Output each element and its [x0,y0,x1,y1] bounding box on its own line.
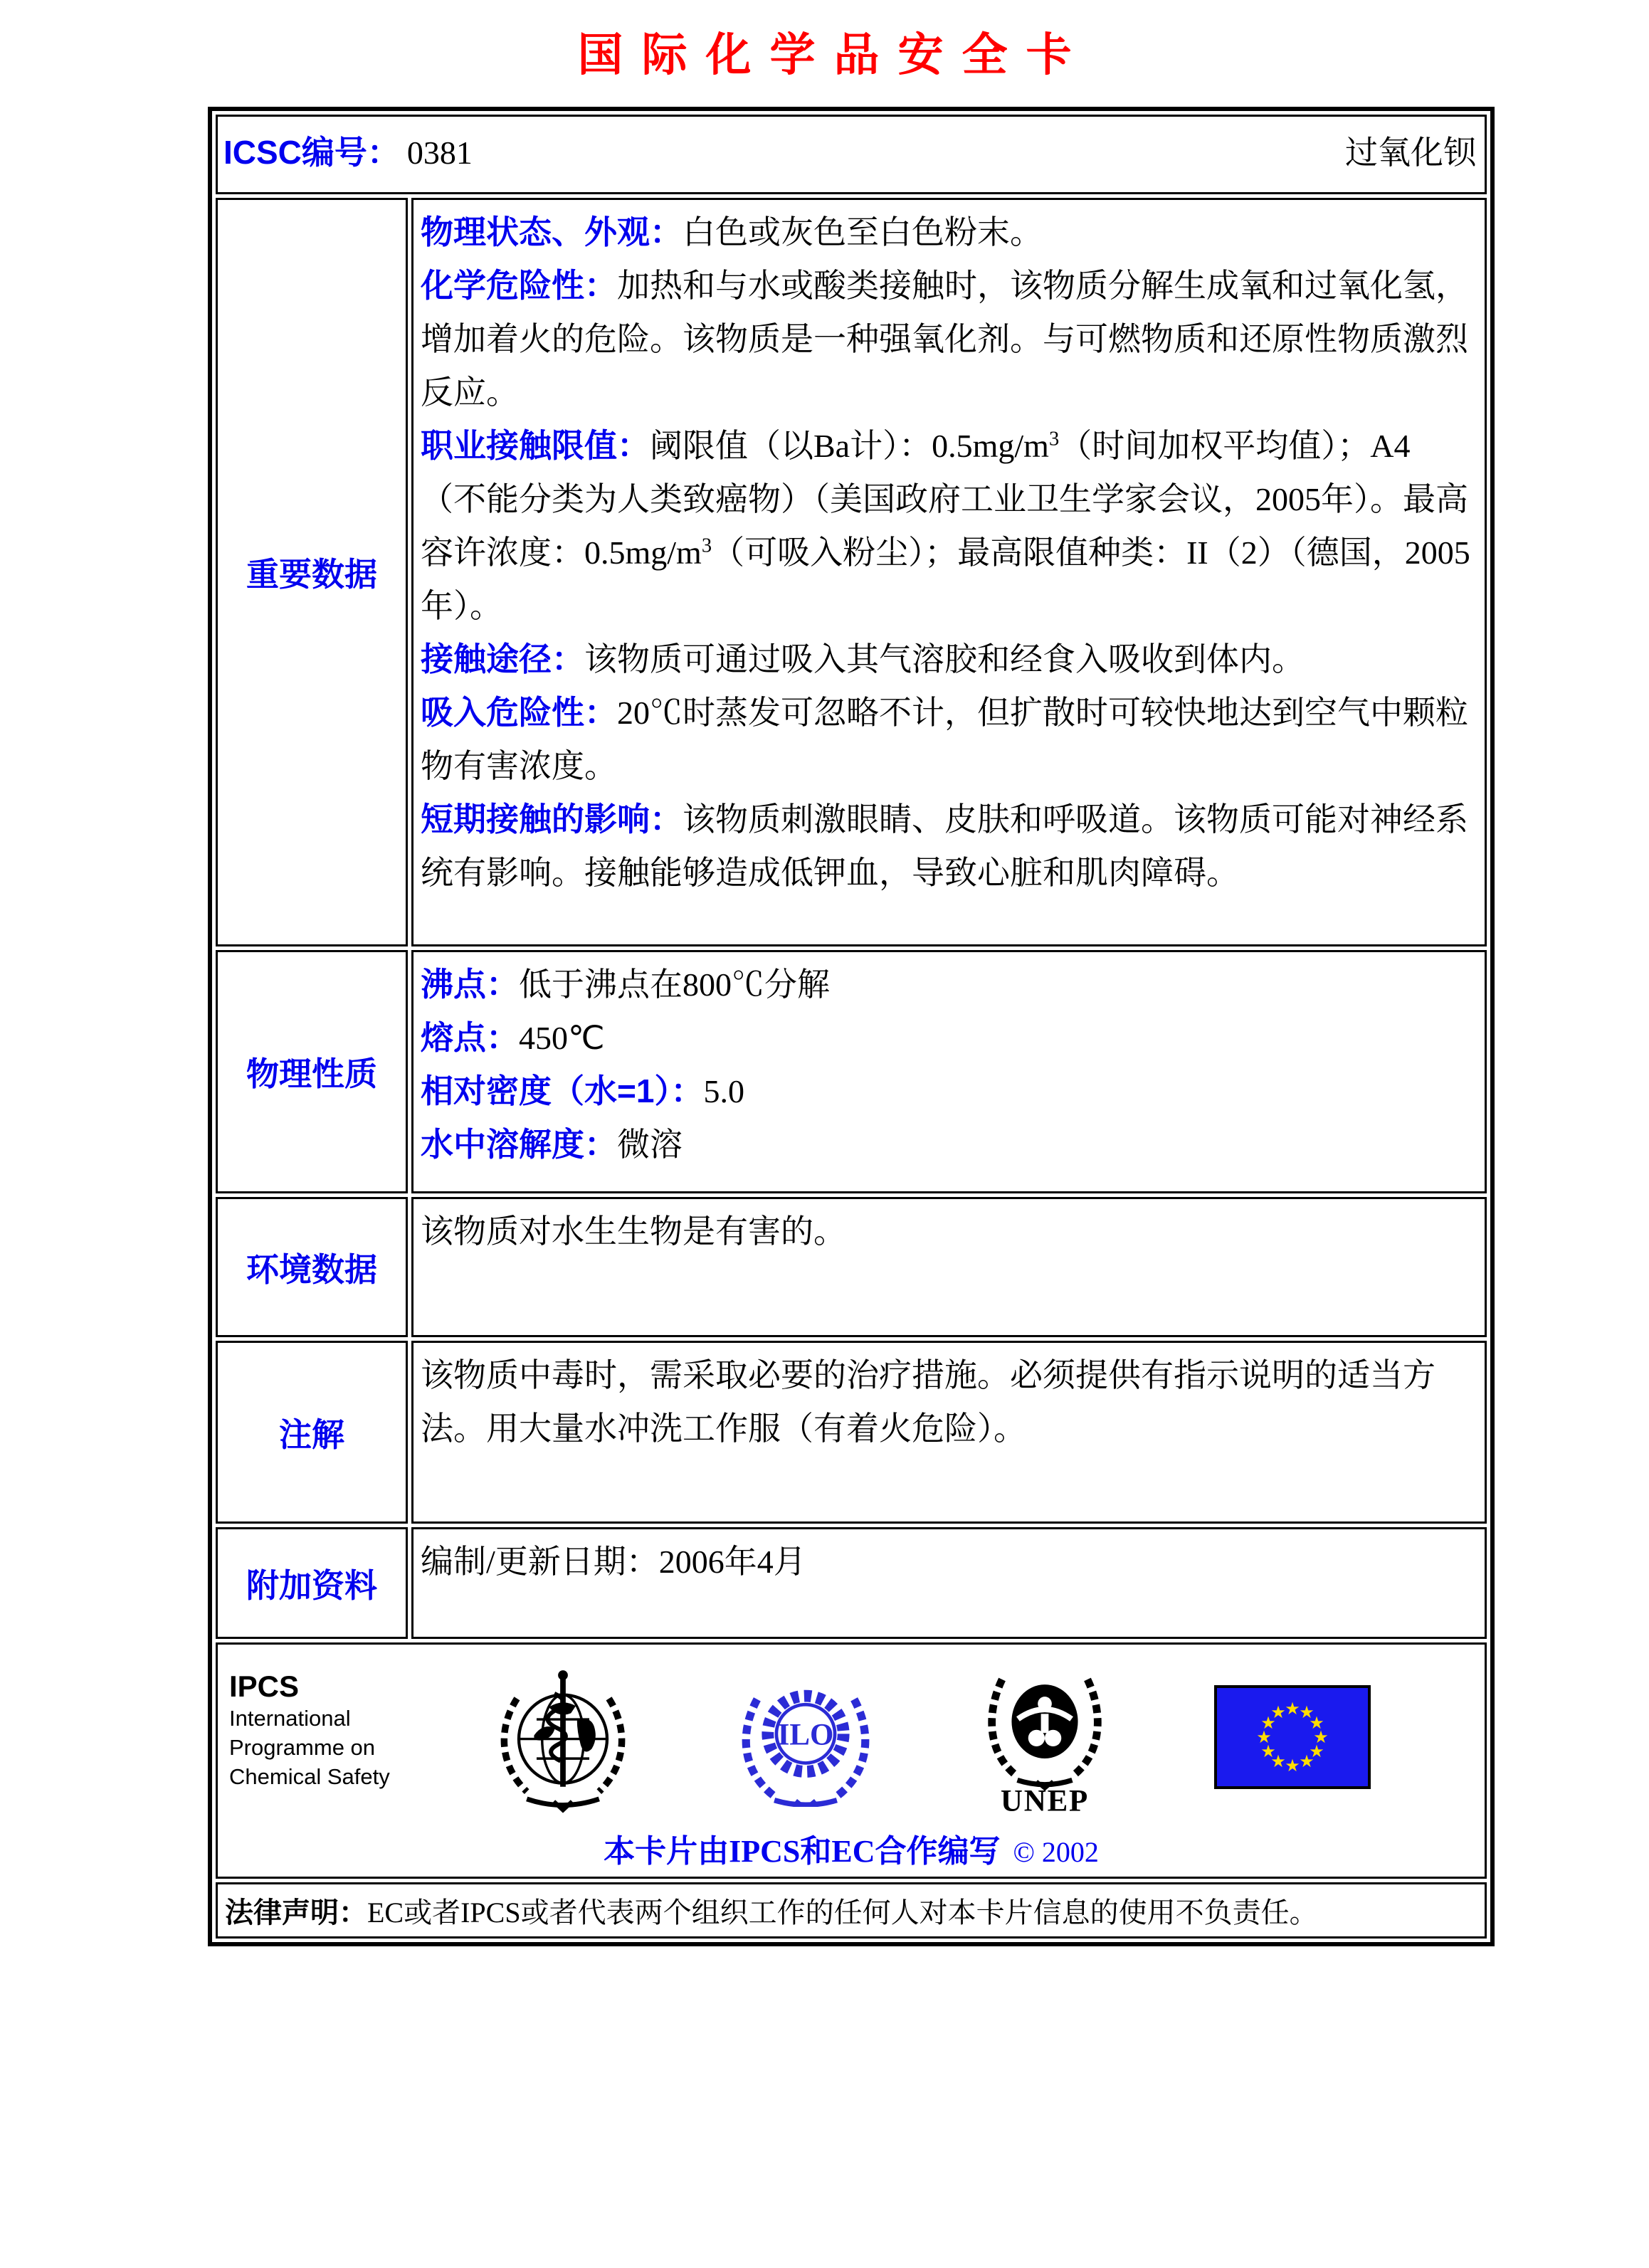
section-row-environmental-data [216,1197,1487,1337]
icsc-number-value: 0381 [406,135,473,171]
paragraph [421,1205,1472,1258]
section-row-important-data [216,198,1487,946]
section-row-notes [216,1341,1487,1524]
field-label: 相对密度（水=1）： [421,1072,704,1109]
credit-year: © 2002 [1013,1836,1099,1868]
field-label: 短期接触的影响： [421,801,683,838]
svg-text:★: ★ [1313,1729,1329,1747]
paragraph [421,1011,1472,1065]
field-label: 水中溶解度： [421,1126,617,1163]
field-text: 阈限值（以Ba计）：0.5mg/m [650,428,1049,464]
field-text: 低于沸点在800℃分解 [519,966,830,1003]
field-text: 该物质中毒时，需采取必要的治疗措施。必须提供有指示说明的适当方法。用大量水冲洗工作服（有着火危险）。 [421,1357,1435,1447]
field-text: （时间加权平均值）；A4（不能分类为人类致癌物）（美国政府工业卫生学家会议，2005年）。最高容许浓度：0.5mg/m [421,428,1468,571]
field-text: 450℃ [519,1020,605,1056]
legal-notice-text: EC或者IPCS或者代表两个组织工作的任何人对本卡片信息的使用不负责任。 [367,1897,1318,1929]
svg-text:★: ★ [1270,1704,1286,1722]
svg-text:★: ★ [1260,1714,1276,1733]
paragraph [421,686,1472,793]
svg-text:★: ★ [1299,1753,1315,1771]
header-row [216,115,1487,194]
field-text: 该物质对水生生物是有害的。 [421,1213,846,1250]
field-text: 20℃时蒸发可忽略不计，但扩散时可较快地达到空气中颗粒物有害浓度。 [421,695,1468,784]
ilo-logo-icon [736,1667,875,1807]
field-label: 职业接触限值： [421,427,650,464]
svg-text:★: ★ [1270,1753,1286,1771]
icsc-number-label: ICSC编号： [223,134,400,171]
svg-text:★: ★ [1309,1743,1324,1761]
svg-text:★: ★ [1260,1743,1276,1761]
header-cell [216,115,1487,194]
credit-line [218,1825,1485,1871]
section-label-environmental-data: 环境数据 [216,1197,408,1337]
field-label: 物理状态、外观： [421,213,683,250]
field-text: 微溶 [617,1127,683,1163]
section-content-physical-properties [411,950,1487,1193]
field-text: 该物质刺激眼睛、皮肤和呼吸道。该物质可能对神经系统有影响。接触能够造成低钾血，导致心脏和肌肉障碍。 [421,801,1468,891]
unep-wordmark: UNEP [1000,1784,1089,1815]
field-label: 吸入危险性： [421,694,617,731]
paragraph [421,259,1472,419]
who-logo-icon [492,1660,633,1815]
section-content-notes [411,1341,1487,1524]
credit-text: 本卡片由IPCS和EC合作编写 [604,1834,1001,1869]
field-label: 沸点： [421,966,519,1003]
field-text: 2006年4月 [658,1544,806,1580]
field-label: 熔点： [421,1019,519,1056]
section-content-environmental-data [411,1197,1487,1337]
icsc-document-page [0,19,1649,2268]
chemical-name: 过氧化钡 [1345,135,1476,171]
icsc-number-group [223,127,473,174]
legal-row [216,1882,1487,1939]
ipcs-subtitle-line3: Chemical Safety [229,1764,390,1790]
field-text: （可吸入粉尘）；最高限值种类：II（2）（德国，2005年）。 [421,534,1470,624]
section-row-physical-properties [216,950,1487,1193]
ipcs-subtitle-line2: Programme on [229,1735,376,1761]
paragraph [421,206,1472,259]
paragraph [421,1535,1472,1588]
svg-text:★: ★ [1285,1757,1300,1776]
paragraph [421,958,1472,1011]
svg-text:★: ★ [1299,1704,1315,1722]
ipcs-text-block [229,1669,390,1792]
section-label-physical-properties: 物理性质 [216,950,408,1193]
logos-cell [216,1642,1487,1879]
section-label-important-data: 重要数据 [216,198,408,946]
paragraph [421,793,1472,900]
legal-notice-label: 法律声明： [225,1897,367,1929]
superscript: 3 [1048,428,1060,450]
icsc-card-table [208,107,1495,1946]
paragraph [421,1349,1472,1455]
section-content-additional-info [411,1527,1487,1639]
logos-row [216,1642,1487,1879]
field-text: 加热和与水或酸类接触时，该物质分解生成氧和过氧化氢，增加着火的危险。该物质是一种强氧化剂。与可燃物质和还原性物质激烈反应。 [421,268,1468,411]
field-text: 该物质可通过吸入其气溶胶和经食入吸收到体内。 [584,641,1305,677]
field-label: 接触途径： [421,640,584,677]
section-row-additional-info [216,1527,1487,1639]
legal-cell [216,1882,1487,1939]
unep-logo-icon [978,1659,1112,1815]
eu-flag-icon [1214,1685,1371,1789]
paragraph [421,1118,1472,1171]
svg-text:★: ★ [1309,1714,1324,1733]
ipcs-subtitle-line1: International [229,1706,351,1731]
field-label: 编制/更新日期： [421,1544,659,1580]
field-text: 白色或灰色至白色粉末。 [683,214,1043,250]
ipcs-title: IPCS [229,1670,300,1703]
paragraph [421,633,1472,686]
svg-text:★: ★ [1256,1729,1272,1747]
section-label-notes: 注解 [216,1341,408,1524]
ilo-wordmark: ILO [777,1718,834,1752]
section-content-important-data [411,198,1487,946]
section-label-additional-info: 附加资料 [216,1527,408,1639]
field-text: 5.0 [703,1073,744,1109]
svg-text:★: ★ [1285,1700,1300,1719]
paragraph [421,1065,1472,1118]
paragraph [421,419,1472,633]
superscript: 3 [701,534,712,557]
page-title: 国际化学品安全卡 [577,29,1090,80]
field-label: 化学危险性： [421,267,617,304]
